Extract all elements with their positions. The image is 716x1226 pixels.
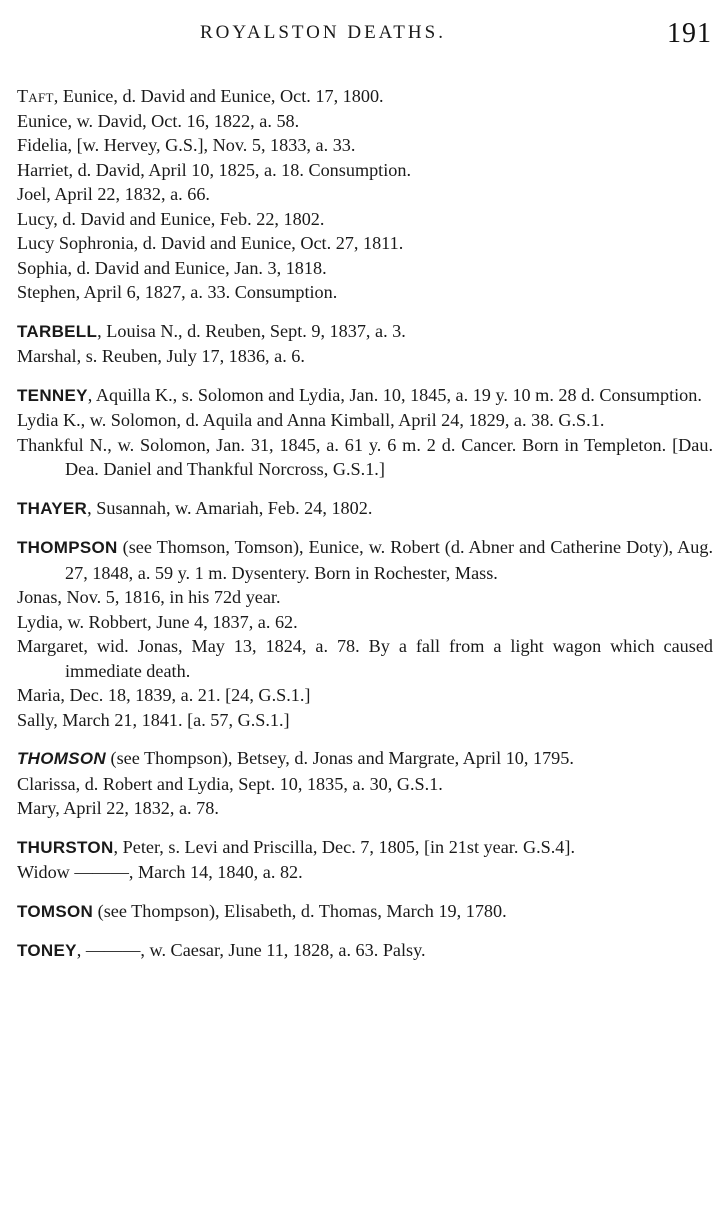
record-text: Lucy, d. David and Eunice, Feb. 22, 1802. [17,208,325,229]
record-entry [17,496,713,522]
record-text: Joel, April 22, 1832, a. 66. [17,184,210,204]
record-entry [17,585,713,610]
record-text: (see Thompson), Elisabeth, d. Thomas, March 19, 1780. [93,900,507,921]
record-entry [17,256,713,281]
surname-heading: THOMSON [17,749,106,768]
record-text: Margaret, wid. Jonas, May 13, 1824, a. 78. By a fall from a light wagon which caused immediate death. [17,636,713,681]
record-text: Fidelia, [w. Hervey, G.S.], Nov. 5, 1833, a. 33. [17,135,356,155]
surname-group-thomson [17,746,713,821]
death-records [17,84,713,964]
surname-heading: THURSTON [17,837,114,857]
surname-group-taft [17,84,713,305]
record-entry [17,344,713,369]
surname-heading: THAYER [17,498,88,518]
surname-group-thayer [17,496,713,522]
surname-group-tomson [17,899,713,925]
record-entry [17,133,713,158]
record-entry [17,860,713,885]
record-entry [17,84,713,109]
record-entry [17,433,713,482]
record-text: Lydia, w. Robbert, June 4, 1837, a. 62. [17,611,298,632]
record-entry [17,746,713,772]
record-entry [17,708,713,733]
record-text: (see Thomson, Tomson), Eunice, w. Robert (d. Abner and Catherine Doty), Aug. 27, 1848, a. 59 y. 1 m. Dysentery. Born in Rochester, Mass. [65,537,713,583]
running-header [0,18,716,50]
page-title: ROYALSTON DEATHS. [200,22,446,43]
record-entry [17,938,713,964]
record-text: , Aquilla K., s. Solomon and Lydia, Jan. 10, 1845, a. 19 y. 10 m. 28 d. Consumption. [87,384,702,405]
record-text: , Eunice, d. David and Eunice, Oct. 17, 1800. [53,86,384,106]
record-text: Clarissa, d. Robert and Lydia, Sept. 10, 1835, a. 30, G.S.1. [17,773,443,794]
record-text: Mary, April 22, 1832, a. 78. [17,798,219,818]
record-text: , Susannah, w. Amariah, Feb. 24, 1802. [87,497,373,518]
page-number: 191 [667,18,712,49]
surname-group-thompson [17,535,713,732]
record-text: Stephen, April 6, 1827, a. 33. Consumption. [17,282,338,302]
record-entry [17,231,713,256]
record-entry [17,280,713,305]
record-entry [17,610,713,635]
surname-heading: TENNEY [17,385,88,405]
record-text: Sophia, d. David and Eunice, Jan. 3, 1818. [17,257,327,278]
record-text: Sally, March 21, 1841. [a. 57, G.S.1.] [17,709,290,730]
record-entry [17,535,713,585]
record-entry [17,319,713,345]
record-entry [17,899,713,925]
surname-group-tarbell [17,319,713,369]
record-entry [17,408,713,433]
record-entry [17,158,713,183]
surname-heading: Taft [17,86,54,106]
record-text: Marshal, s. Reuben, July 17, 1836, a. 6. [17,346,305,366]
record-entry [17,383,713,409]
surname-heading: TONEY [17,941,77,960]
record-text: (see Thompson), Betsey, d. Jonas and Margrate, April 10, 1795. [105,748,574,768]
record-entry [17,182,713,207]
record-entry [17,207,713,232]
record-text: , Peter, s. Levi and Priscilla, Dec. 7, 1805, [in 21st year. G.S.4]. [113,836,575,857]
record-entry [17,772,713,797]
record-entry [17,835,713,861]
record-text: , ———, w. Caesar, June 11, 1828, a. 63. Palsy. [76,940,426,960]
record-text: Maria, Dec. 18, 1839, a. 21. [24, G.S.1.] [17,685,311,705]
surname-group-thurston [17,835,713,885]
record-entry [17,683,713,708]
surname-group-toney [17,938,713,964]
surname-group-tenney [17,383,713,482]
surname-heading: THOMPSON [17,538,118,557]
record-text: Lydia K., w. Solomon, d. Aquila and Anna Kimball, April 24, 1829, a. 38. G.S.1. [17,410,605,430]
record-text: Lucy Sophronia, d. David and Eunice, Oct. 27, 1811. [17,233,404,253]
record-text: Jonas, Nov. 5, 1816, in his 72d year. [17,587,281,607]
record-text: Thankful N., w. Solomon, Jan. 31, 1845, a. 61 y. 6 m. 2 d. Cancer. Born in Templeton. [Dau. Dea. Daniel and Thankful Norcross, G.S.1.] [17,434,713,479]
record-text: Eunice, w. David, Oct. 16, 1822, a. 58. [17,110,300,131]
record-entry [17,634,713,683]
record-text: , Louisa N., d. Reuben, Sept. 9, 1837, a. 3. [97,320,406,341]
record-entry [17,796,713,821]
surname-heading: TOMSON [17,901,94,921]
surname-heading: TARBELL [17,321,98,341]
record-text: Harriet, d. David, April 10, 1825, a. 18. Consumption. [17,159,412,180]
record-text: Widow ———, March 14, 1840, a. 82. [17,862,303,882]
record-entry [17,109,713,134]
